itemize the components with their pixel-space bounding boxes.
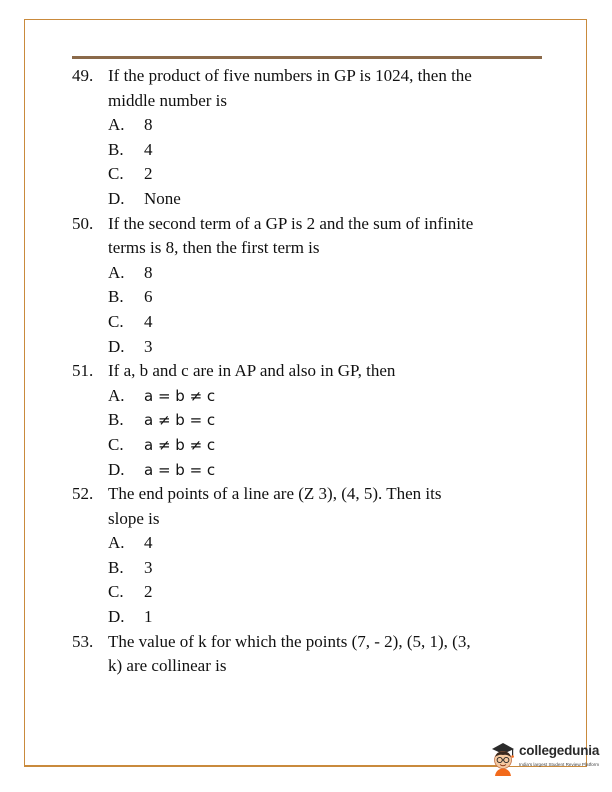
question-text: If the second term of a GP is 2 and the sum of infinite	[108, 213, 474, 233]
header-rule	[72, 56, 542, 59]
question-number: 53.	[72, 631, 94, 651]
answer-option	[72, 433, 552, 458]
question-text-line	[72, 654, 552, 679]
option-letter: B.	[108, 410, 124, 430]
question-text: k) are collinear is	[108, 656, 227, 676]
answer-option	[72, 408, 552, 433]
question-text-line	[72, 89, 552, 114]
question-49	[72, 64, 552, 212]
option-text: 4	[144, 311, 153, 331]
answer-option	[72, 335, 552, 360]
question-text: terms is 8, then the first term is	[108, 238, 320, 258]
mascot-icon	[488, 740, 518, 776]
question-text: If the product of five numbers in GP is 1024, then the	[108, 66, 472, 85]
option-text: 6	[144, 287, 153, 307]
option-letter: D.	[108, 607, 125, 627]
option-text: None	[144, 188, 181, 208]
question-text: The value of k for which the points (7, - 2), (5, 1), (3,	[108, 631, 471, 651]
question-number: 51.	[72, 361, 94, 381]
answer-option	[72, 580, 552, 605]
answer-option	[72, 556, 552, 581]
option-letter: A.	[108, 533, 125, 553]
question-text-line	[72, 64, 552, 89]
option-text: 1	[144, 607, 153, 627]
option-letter: C.	[108, 434, 124, 454]
option-letter: A.	[108, 115, 125, 135]
question-number: 50.	[72, 213, 94, 233]
question-number: 52.	[72, 484, 94, 504]
option-letter: C.	[108, 582, 124, 602]
question-50	[72, 212, 552, 360]
question-text: middle number is	[108, 90, 227, 110]
answer-option	[72, 458, 552, 483]
option-letter: B.	[108, 287, 124, 307]
answer-option	[72, 285, 552, 310]
option-text: 2	[144, 582, 153, 602]
option-letter: D.	[108, 459, 125, 479]
question-text: If a, b and c are in AP and also in GP, then	[108, 361, 396, 381]
option-text: 3	[144, 336, 153, 356]
question-text: slope is	[108, 508, 160, 528]
answer-option	[72, 531, 552, 556]
question-text-line	[72, 359, 552, 384]
answer-option	[72, 605, 552, 630]
option-text: 4	[144, 533, 153, 553]
option-letter: B.	[108, 557, 124, 577]
option-letter: A.	[108, 385, 125, 405]
option-text: a = b ≠ c	[144, 386, 216, 405]
question-number: 49.	[72, 66, 94, 85]
option-text: 8	[144, 115, 153, 135]
option-text: 3	[144, 557, 153, 577]
logo-wordmark: collegedunia	[519, 743, 600, 758]
answer-option	[72, 310, 552, 335]
question-text: The end points of a line are (Z 3), (4, 5). Then its	[108, 484, 442, 504]
option-text: a ≠ b ≠ c	[144, 435, 216, 454]
question-52	[72, 482, 552, 630]
collegedunia-logo	[488, 740, 600, 776]
footer-rule	[24, 765, 502, 766]
option-text: 2	[144, 164, 153, 184]
option-text: 8	[144, 262, 153, 282]
option-letter: D.	[108, 188, 125, 208]
option-letter: B.	[108, 139, 124, 159]
question-53	[72, 630, 552, 679]
question-text-line	[72, 236, 552, 261]
question-text-line	[72, 212, 552, 237]
answer-option	[72, 187, 552, 212]
answer-option	[72, 113, 552, 138]
option-letter: C.	[108, 164, 124, 184]
answer-option	[72, 384, 552, 409]
answer-option	[72, 261, 552, 286]
logo-tagline: India's largest Student Review Platform	[519, 762, 600, 767]
question-text-line	[72, 630, 552, 655]
option-letter: A.	[108, 262, 125, 282]
option-text: a = b = c	[144, 460, 216, 479]
answer-option	[72, 162, 552, 187]
option-letter: D.	[108, 336, 125, 356]
question-list	[72, 64, 552, 679]
option-text: 4	[144, 139, 153, 159]
question-51	[72, 359, 552, 482]
answer-option	[72, 138, 552, 163]
question-text-line	[72, 482, 552, 507]
question-text-line	[72, 507, 552, 532]
option-letter: C.	[108, 311, 124, 331]
option-text: a ≠ b = c	[144, 411, 216, 430]
